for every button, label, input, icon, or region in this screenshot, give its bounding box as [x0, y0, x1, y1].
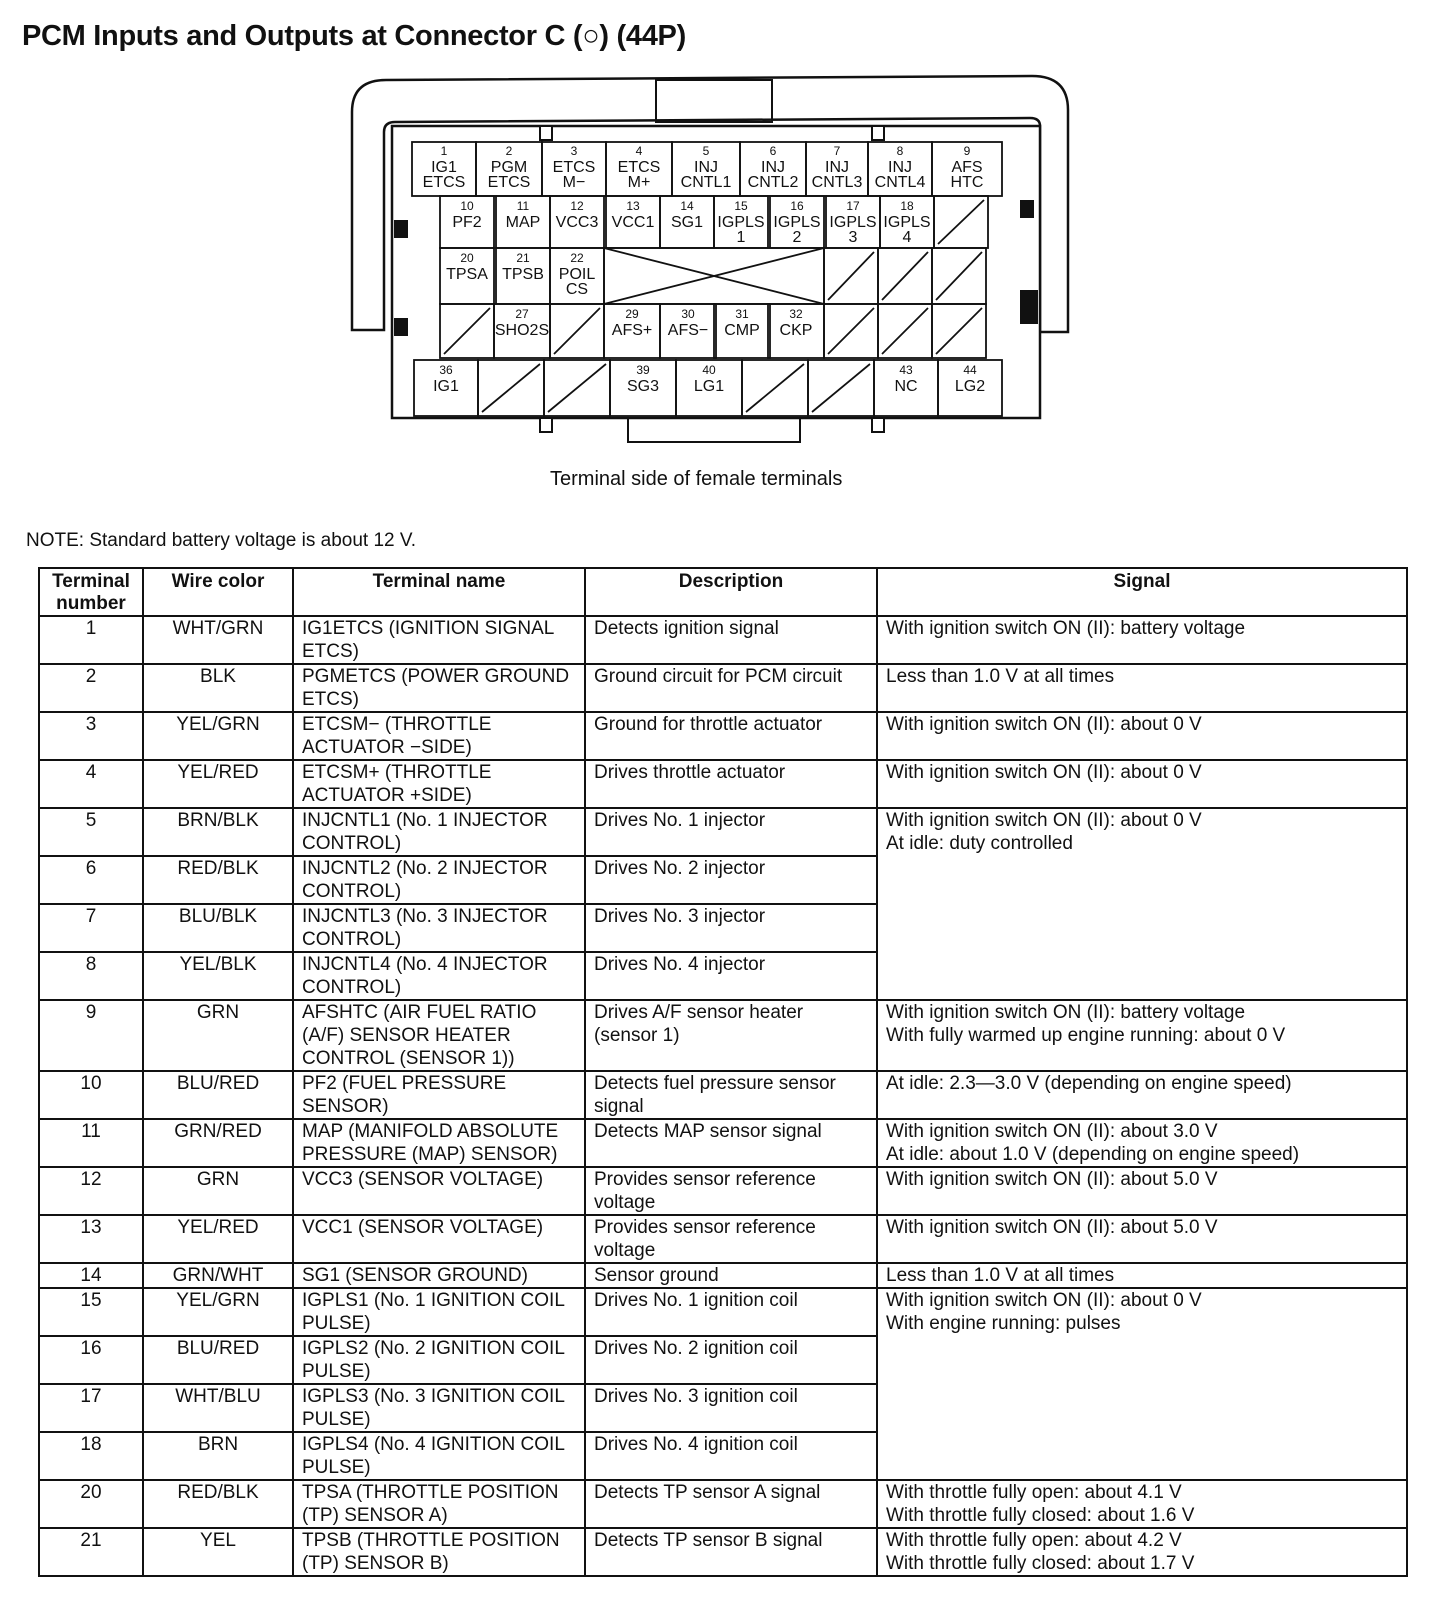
terminal-label-2: ETCS	[422, 174, 466, 191]
terminal-label-2: CNTL3	[811, 174, 863, 191]
terminal-label-2: 3	[848, 229, 858, 246]
terminal-label-2: M−	[562, 174, 586, 191]
terminal-label: MAP	[505, 214, 541, 231]
table-row	[39, 1119, 1407, 1167]
terminal-name-cell: SG1 (SENSOR GROUND)	[293, 1263, 585, 1288]
terminal-label-2: CNTL4	[874, 174, 926, 191]
terminal-number: 32	[789, 307, 803, 321]
description-cell: Drives No. 2 injector	[585, 856, 877, 904]
terminal-label: TPSA	[446, 266, 488, 283]
terminal-number: 31	[735, 307, 749, 321]
signal-cell: With throttle fully open: about 4.1 V With throttle fully closed: about 1.6 V	[877, 1480, 1407, 1528]
terminal-number: 1	[440, 144, 448, 158]
signal-cell: With ignition switch ON (II): about 5.0 V	[877, 1167, 1407, 1215]
terminal-label: IG1	[433, 378, 459, 395]
terminal-name-cell: TPSB (THROTTLE POSITION (TP) SENSOR B)	[293, 1528, 585, 1576]
terminal-number-cell: 1	[39, 616, 143, 664]
terminal-label: SHO2S	[494, 322, 550, 339]
header-signal: Signal	[877, 568, 1407, 616]
table-row	[39, 1480, 1407, 1528]
diagram-caption: Terminal side of female terminals	[550, 468, 843, 490]
description-cell: Detects ignition signal	[585, 616, 877, 664]
description-cell: Detects TP sensor B signal	[585, 1528, 877, 1576]
terminal-number: 13	[626, 199, 640, 213]
terminal-label: IGPLS	[773, 214, 821, 231]
terminal-number-cell: 4	[39, 760, 143, 808]
terminal-label-2: 4	[902, 229, 912, 246]
table-row	[39, 664, 1407, 712]
terminal-label: INJ	[825, 159, 849, 176]
terminal-label: AFS−	[667, 322, 709, 339]
pin-table	[38, 567, 1408, 1577]
signal-cell: With ignition switch ON (II): about 5.0 V	[877, 1215, 1407, 1263]
signal-cell: With ignition switch ON (II): about 0 V With engine running: pulses	[877, 1288, 1407, 1480]
terminal-number-cell: 12	[39, 1167, 143, 1215]
description-cell: Drives No. 4 injector	[585, 952, 877, 1000]
terminal-number: 39	[636, 363, 650, 377]
signal-cell: With ignition switch ON (II): about 0 V	[877, 760, 1407, 808]
terminal-number: 8	[896, 144, 904, 158]
header-terminal: Terminal number	[39, 568, 143, 616]
terminal-name-cell: VCC1 (SENSOR VOLTAGE)	[293, 1215, 585, 1263]
terminal-number: 7	[833, 144, 841, 158]
terminal-number-cell: 3	[39, 712, 143, 760]
terminal-label: PGM	[490, 159, 528, 176]
terminal-number-cell: 16	[39, 1336, 143, 1384]
header-desc: Description	[585, 568, 877, 616]
wire-color-cell: BRN/BLK	[143, 808, 293, 856]
terminal-number: 12	[570, 199, 584, 213]
terminal-number: 11	[516, 199, 530, 213]
description-cell: Drives No. 4 ignition coil	[585, 1432, 877, 1480]
table-row	[39, 1288, 1407, 1336]
wire-color-cell: BLU/RED	[143, 1071, 293, 1119]
terminal-number: 4	[635, 144, 643, 158]
terminal-number-cell: 15	[39, 1288, 143, 1336]
signal-cell: With ignition switch ON (II): about 3.0 V At idle: about 1.0 V (depending on engine speed)	[877, 1119, 1407, 1167]
terminal-label-2: CNTL1	[680, 174, 732, 191]
description-cell: Drives A/F sensor heater (sensor 1)	[585, 1000, 877, 1071]
terminal-number: 30	[681, 307, 695, 321]
table-row	[39, 808, 1407, 856]
terminal-label: PF2	[452, 214, 482, 231]
connector-diagram	[0, 0, 1456, 470]
description-cell: Drives No. 3 injector	[585, 904, 877, 952]
description-cell: Provides sensor reference voltage	[585, 1167, 877, 1215]
terminal-label: SG3	[626, 378, 660, 395]
terminal-label: ETCS	[552, 159, 596, 176]
terminal-label-2: 1	[736, 229, 746, 246]
terminal-number-cell: 13	[39, 1215, 143, 1263]
description-cell: Detects fuel pressure sensor signal	[585, 1071, 877, 1119]
terminal-name-cell: INJCNTL3 (No. 3 INJECTOR CONTROL)	[293, 904, 585, 952]
description-cell: Drives No. 1 injector	[585, 808, 877, 856]
description-cell: Drives throttle actuator	[585, 760, 877, 808]
terminal-name-cell: AFSHTC (AIR FUEL RATIO (A/F) SENSOR HEATER CONTROL (SENSOR 1))	[293, 1000, 585, 1071]
terminal-name-cell: IGPLS2 (No. 2 IGNITION COIL PULSE)	[293, 1336, 585, 1384]
wire-color-cell: YEL/RED	[143, 760, 293, 808]
table-row	[39, 760, 1407, 808]
header-wire: Wire color	[143, 568, 293, 616]
terminal-label: INJ	[761, 159, 785, 176]
terminal-number: 17	[846, 199, 860, 213]
terminal-number-cell: 21	[39, 1528, 143, 1576]
terminal-number: 43	[899, 363, 913, 377]
terminal-label: VCC3	[555, 214, 599, 231]
terminal-label-2: M+	[627, 174, 651, 191]
terminal-name-cell: PGMETCS (POWER GROUND ETCS)	[293, 664, 585, 712]
terminal-number: 5	[702, 144, 710, 158]
wire-color-cell: BLU/BLK	[143, 904, 293, 952]
terminal-number: 10	[460, 199, 474, 213]
terminal-name-cell: ETCSM− (THROTTLE ACTUATOR −SIDE)	[293, 712, 585, 760]
terminal-number-cell: 2	[39, 664, 143, 712]
table-row	[39, 1215, 1407, 1263]
terminal-name-cell: IGPLS4 (No. 4 IGNITION COIL PULSE)	[293, 1432, 585, 1480]
signal-cell: With ignition switch ON (II): about 0 V	[877, 712, 1407, 760]
description-cell: Drives No. 2 ignition coil	[585, 1336, 877, 1384]
description-cell: Drives No. 3 ignition coil	[585, 1384, 877, 1432]
wire-color-cell: WHT/GRN	[143, 616, 293, 664]
terminal-name-cell: IGPLS3 (No. 3 IGNITION COIL PULSE)	[293, 1384, 585, 1432]
terminal-label: VCC1	[611, 214, 655, 231]
wire-color-cell: YEL/BLK	[143, 952, 293, 1000]
terminal-name-cell: IG1ETCS (IGNITION SIGNAL ETCS)	[293, 616, 585, 664]
terminal-label-2: ETCS	[487, 174, 531, 191]
terminal-label-2: CNTL2	[747, 174, 799, 191]
terminal-label: POIL	[558, 266, 596, 283]
terminal-number-cell: 7	[39, 904, 143, 952]
terminal-name-cell: VCC3 (SENSOR VOLTAGE)	[293, 1167, 585, 1215]
wire-color-cell: YEL/GRN	[143, 1288, 293, 1336]
terminal-name-cell: IGPLS1 (No. 1 IGNITION COIL PULSE)	[293, 1288, 585, 1336]
terminal-label: NC	[894, 378, 918, 395]
terminal-label: IGPLS	[829, 214, 877, 231]
terminal-label: IGPLS	[883, 214, 931, 231]
wire-color-cell: BLU/RED	[143, 1336, 293, 1384]
signal-cell: Less than 1.0 V at all times	[877, 664, 1407, 712]
terminal-number: 29	[625, 307, 639, 321]
terminal-label-2: CS	[565, 281, 589, 298]
description-cell: Sensor ground	[585, 1263, 877, 1288]
signal-cell: With throttle fully open: about 4.2 V With throttle fully closed: about 1.7 V	[877, 1528, 1407, 1576]
wire-color-cell: GRN/RED	[143, 1119, 293, 1167]
wire-color-cell: WHT/BLU	[143, 1384, 293, 1432]
terminal-label: INJ	[694, 159, 718, 176]
terminal-name-cell: INJCNTL4 (No. 4 INJECTOR CONTROL)	[293, 952, 585, 1000]
table-row	[39, 616, 1407, 664]
terminal-number-cell: 9	[39, 1000, 143, 1071]
terminal-number-cell: 18	[39, 1432, 143, 1480]
table-row	[39, 1167, 1407, 1215]
terminal-label: SG1	[670, 214, 704, 231]
terminal-label: IG1	[431, 159, 457, 176]
terminal-number-cell: 14	[39, 1263, 143, 1288]
signal-cell: With ignition switch ON (II): battery voltage	[877, 616, 1407, 664]
terminal-number-cell: 6	[39, 856, 143, 904]
battery-note: NOTE: Standard battery voltage is about 12 V.	[26, 530, 417, 551]
wire-color-cell: GRN	[143, 1167, 293, 1215]
terminal-name-cell: PF2 (FUEL PRESSURE SENSOR)	[293, 1071, 585, 1119]
table-row	[39, 1071, 1407, 1119]
terminal-number: 6	[769, 144, 777, 158]
terminal-number: 20	[460, 251, 474, 265]
table-row	[39, 1263, 1407, 1288]
terminal-label-2: 2	[792, 229, 802, 246]
description-cell: Ground for throttle actuator	[585, 712, 877, 760]
signal-cell: Less than 1.0 V at all times	[877, 1263, 1407, 1288]
terminal-name-cell: INJCNTL1 (No. 1 INJECTOR CONTROL)	[293, 808, 585, 856]
wire-color-cell: GRN	[143, 1000, 293, 1071]
page-title: PCM Inputs and Outputs at Connector C (○) (44P)	[22, 20, 686, 52]
terminal-label: AFS+	[611, 322, 653, 339]
wire-color-cell: GRN/WHT	[143, 1263, 293, 1288]
signal-cell: With ignition switch ON (II): about 0 V At idle: duty controlled	[877, 808, 1407, 1000]
terminal-number-cell: 10	[39, 1071, 143, 1119]
terminal-label: CKP	[779, 322, 813, 339]
terminal-label: AFS	[951, 159, 983, 176]
terminal-number: 16	[790, 199, 804, 213]
terminal-number: 22	[570, 251, 584, 265]
terminal-name-cell: ETCSM+ (THROTTLE ACTUATOR +SIDE)	[293, 760, 585, 808]
table-row	[39, 1528, 1407, 1576]
terminal-number: 27	[515, 307, 529, 321]
description-cell: Ground circuit for PCM circuit	[585, 664, 877, 712]
terminal-number: 2	[505, 144, 513, 158]
wire-color-cell: YEL	[143, 1528, 293, 1576]
terminal-number: 18	[900, 199, 914, 213]
wire-color-cell: BRN	[143, 1432, 293, 1480]
terminal-number-cell: 17	[39, 1384, 143, 1432]
terminal-number-cell: 5	[39, 808, 143, 856]
description-cell: Detects TP sensor A signal	[585, 1480, 877, 1528]
terminal-name-cell: INJCNTL2 (No. 2 INJECTOR CONTROL)	[293, 856, 585, 904]
terminal-number: 3	[570, 144, 578, 158]
wire-color-cell: RED/BLK	[143, 1480, 293, 1528]
signal-cell: With ignition switch ON (II): battery voltage With fully warmed up engine running: about 0 V	[877, 1000, 1407, 1071]
terminal-label: CMP	[724, 322, 760, 339]
terminal-number: 14	[680, 199, 694, 213]
wire-color-cell: RED/BLK	[143, 856, 293, 904]
signal-cell: At idle: 2.3—3.0 V (depending on engine speed)	[877, 1071, 1407, 1119]
terminal-number: 21	[516, 251, 530, 265]
terminal-number: 9	[963, 144, 971, 158]
terminal-name-cell: TPSA (THROTTLE POSITION (TP) SENSOR A)	[293, 1480, 585, 1528]
description-cell: Provides sensor reference voltage	[585, 1215, 877, 1263]
terminal-number-cell: 8	[39, 952, 143, 1000]
terminal-number: 40	[702, 363, 716, 377]
description-cell: Detects MAP sensor signal	[585, 1119, 877, 1167]
terminal-number-cell: 20	[39, 1480, 143, 1528]
table-row	[39, 1000, 1407, 1071]
terminal-name-cell: MAP (MANIFOLD ABSOLUTE PRESSURE (MAP) SENSOR)	[293, 1119, 585, 1167]
terminal-label: ETCS	[617, 159, 661, 176]
terminal-label: TPSB	[502, 266, 544, 283]
description-cell: Drives No. 1 ignition coil	[585, 1288, 877, 1336]
header-name: Terminal name	[293, 568, 585, 616]
terminal-label: LG1	[693, 378, 725, 395]
wire-color-cell: BLK	[143, 664, 293, 712]
table-header-row	[39, 568, 1407, 616]
terminal-number-cell: 11	[39, 1119, 143, 1167]
wire-color-cell: YEL/GRN	[143, 712, 293, 760]
terminal-number: 36	[439, 363, 453, 377]
terminal-number: 15	[734, 199, 748, 213]
wire-color-cell: YEL/RED	[143, 1215, 293, 1263]
table-row	[39, 712, 1407, 760]
terminal-label-2: HTC	[950, 174, 984, 191]
terminal-label: LG2	[954, 378, 986, 395]
terminal-number: 44	[963, 363, 977, 377]
terminal-label: IGPLS	[717, 214, 765, 231]
terminal-label: INJ	[888, 159, 912, 176]
